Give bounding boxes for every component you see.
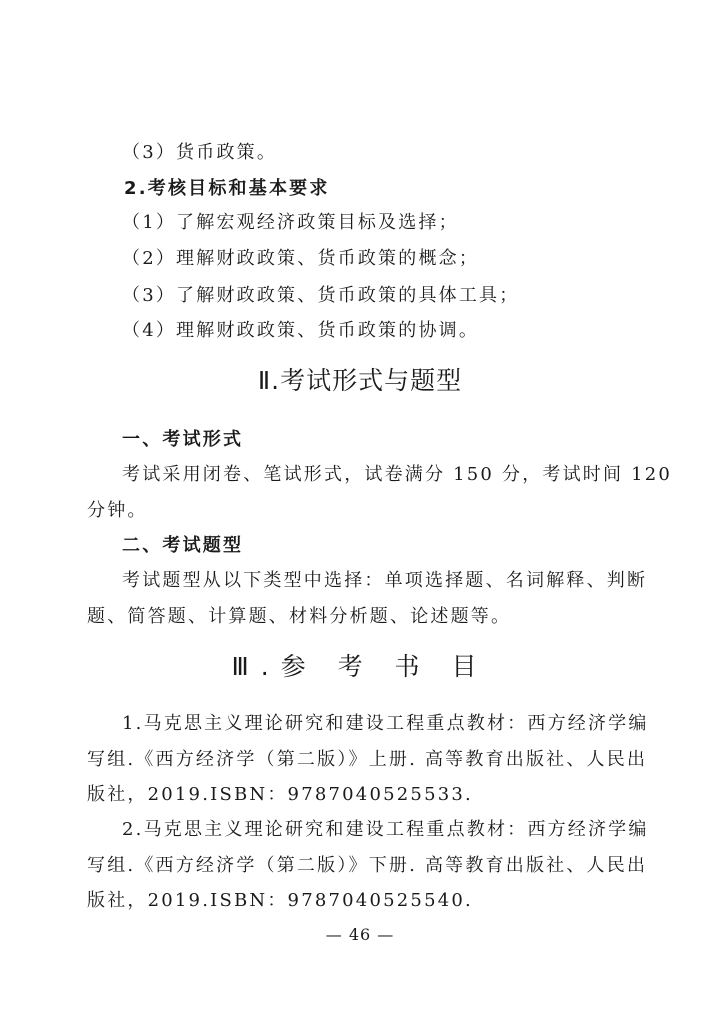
reference-line: 写组.《西方经济学（第二版）》上册. 高等教育出版社、人民出 <box>87 749 648 770</box>
reference-line: 写组.《西方经济学（第二版）》下册. 高等教育出版社、人民出 <box>87 855 648 876</box>
reference-line: 1.马克思主义理论研究和建设工程重点教材：西方经济学编 <box>122 713 649 734</box>
paragraph-line: 考试题型从以下类型中选择：单项选择题、名词解释、判断 <box>122 570 648 591</box>
reference-line: 版社，2019.ISBN：9787040525533. <box>87 784 473 805</box>
list-item: （2）理解财政政策、货币政策的概念； <box>122 248 480 269</box>
list-item: （3）了解财政政策、货币政策的具体工具； <box>122 285 520 306</box>
list-item: （4）理解财政政策、货币政策的协调。 <box>122 320 480 341</box>
part-heading: Ⅱ.考试形式与题型 <box>257 366 463 395</box>
page-number: — 46 — <box>325 925 395 944</box>
list-item: （1）了解宏观经济政策目标及选择； <box>122 212 459 233</box>
paragraph-line: 考试采用闭卷、笔试形式，试卷满分 150 分，考试时间 120 <box>122 464 673 485</box>
subsection-title: 一、考试形式 <box>122 429 244 450</box>
reference-line: 2.马克思主义理论研究和建设工程重点教材：西方经济学编 <box>122 819 649 840</box>
paragraph-line: 题、简答题、计算题、材料分析题、论述题等。 <box>87 606 512 627</box>
paragraph-line: 分钟。 <box>87 500 148 521</box>
reference-line: 版社，2019.ISBN：9787040525540. <box>87 890 473 911</box>
subsection-title: 二、考试题型 <box>122 535 244 556</box>
list-item: （3）货币政策。 <box>122 142 278 163</box>
part-heading: Ⅲ.参 考 书 目 <box>231 652 489 681</box>
section-title: 2.考核目标和基本要求 <box>124 178 330 199</box>
